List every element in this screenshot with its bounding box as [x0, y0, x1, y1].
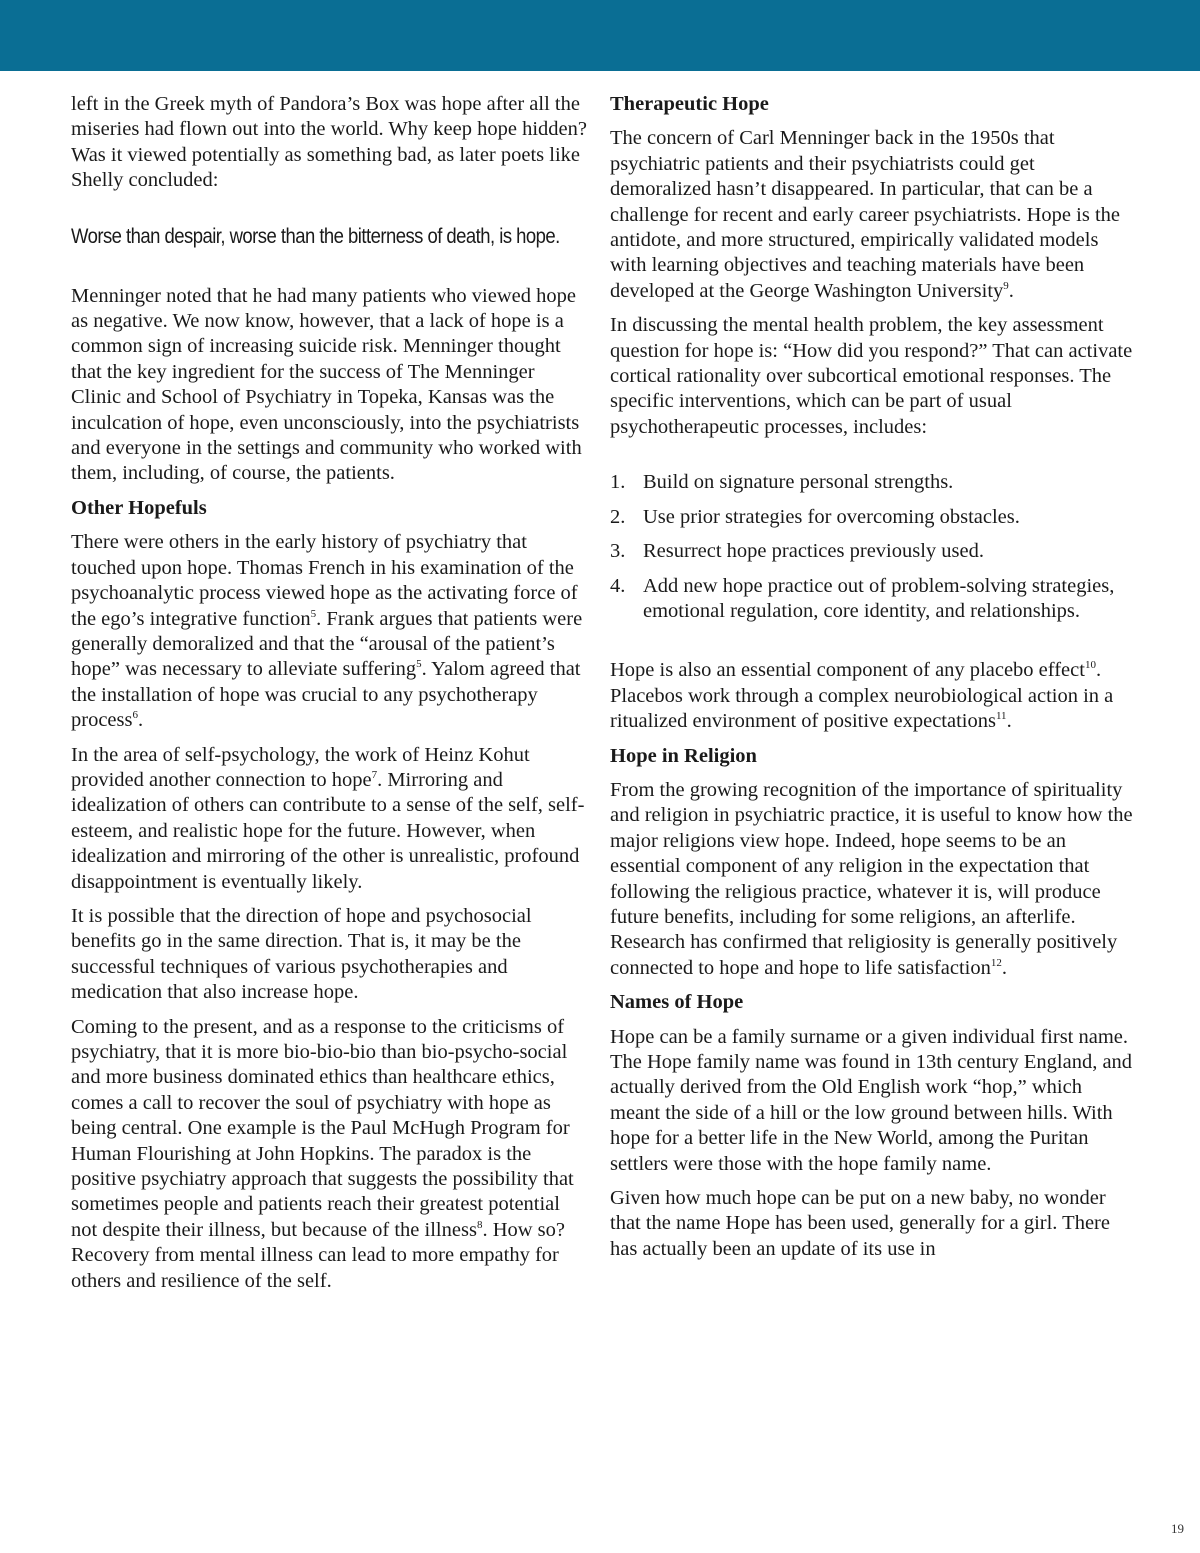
- left-column: [71, 92, 589, 1303]
- list-item: 2. Use prior strategies for overcoming obstacles.: [610, 505, 1020, 528]
- footnote-ref: 5: [310, 607, 317, 620]
- paragraph: In the area of self-psychology, the work of Heinz Kohut provided another connection to hope$^7$. Mirroring and idealization of others can contribute to a sense of the self, self-esteem, and realistic hope for the future. However, when idealization and mirroring of the other is unrealistic, profound disappointment is eventually likely.: [71, 743, 585, 893]
- footnote-ref: 5: [416, 658, 422, 671]
- paragraph: In discussing the mental health problem, the key assessment question for hope is: “How did you respond?” That can activate cortical rationality over subcortical emotional responses. The specific interventions, which can be part of usual psychotherapeutic processes, includes:: [610, 314, 1133, 438]
- footnote-ref: 11: [995, 710, 1007, 723]
- page-number: 19: [1171, 1521, 1184, 1536]
- section-heading-other-hopefuls: Other Hopefuls: [71, 496, 207, 519]
- paragraph: left in the Greek myth of Pandora’s Box was hope after all the miseries had flown out into the world. Why keep hope hidden? Was it viewed potentially as something bad, as later poets like Shelly concluded:: [71, 93, 587, 192]
- paragraph: From the growing recognition of the importance of spirituality and religion in psychiatric practice, it is useful to know how the major religions view hope. Indeed, hope seems to be an essential component of any religion in the expectation that following the religious practice, whatever it is, will produce future benefits, including for some religions, an afterlife. Research has confirmed that religiosity is generally positively connected to hope and hope to life satisfaction$^{12}$.: [610, 778, 1133, 979]
- list-item: 3. Resurrect hope practices previously used.: [610, 540, 984, 563]
- pull-quote: Worse than despair, worse than the bitterness of death, is hope.: [71, 224, 560, 248]
- footnote-ref: 7: [371, 769, 378, 782]
- paragraph: Hope can be a family surname or a given individual first name. The Hope family name was found in 13th century England, and actually derived from the Old English work “hop,” which meant the side of a hill or the low ground between hills. With hope for a better life in the New World, among the Puritan settlers were those with the hope family name.: [610, 1025, 1133, 1175]
- intervention-list: [610, 470, 1135, 624]
- paragraph: The concern of Carl Menninger back in the 1950s that psychiatric patients and their psychiatrists could get demoralized hasn’t disappeared. In particular, that can be a challenge for recent and early career psychiatrists. Hope is the antidote, and more structured, empirically validated models with learning objectives and teaching materials have been developed at the George Washington University$^9$.: [610, 127, 1120, 302]
- footnote-ref: 9: [1003, 280, 1009, 293]
- footnote-ref: 6: [132, 709, 138, 722]
- paragraph: Hope is also an essential component of any placebo effect$^{10}$. Placebos work through a complex neurobiological action in a ritualized environment of positive expectations$^{11}$.: [610, 659, 1114, 733]
- paragraph: There were others in the early history of psychiatry that touched upon hope. Thomas French in his examination of the psychoanalytic process viewed hope as the activating force of the ego’s integrative function$^5$. Frank argues that patients were generally demoralized and that the “arousal of the patient’s hope” was necessary to alleviate suffering$^5$. Yalom agreed that the installation of hope was crucial to any psychotherapy process$^6$.: [71, 531, 583, 732]
- paragraph: It is possible that the direction of hope and psychosocial benefits go in the same direction. That is, it may be the successful techniques of various psychotherapies and medication that also increase hope.: [71, 904, 532, 1004]
- list-item: 1. Build on signature personal strengths.: [610, 471, 954, 494]
- right-column: [610, 92, 1135, 1271]
- footnote-ref: 8: [476, 1219, 483, 1232]
- footnote-ref: 10: [1084, 659, 1096, 672]
- section-heading-therapeutic-hope: Therapeutic Hope: [610, 93, 769, 115]
- header-band: [0, 0, 1200, 71]
- list-item: 4. Add new hope practice out of problem-solving strategies, emotional regulation, core identity, and relationships.: [610, 574, 1115, 622]
- paragraph: Given how much hope can be put on a new baby, no wonder that the name Hope has been used, generally for a girl. There has actually been an update of its use in: [610, 1187, 1110, 1260]
- footnote-ref: 12: [990, 956, 1002, 969]
- paragraph: Coming to the present, and as a response to the criticisms of psychiatry, that it is more bio-bio-bio than bio-psycho-social and more business dominated ethics than healthcare ethics, comes a call to recover the soul of psychiatry with hope as being central. One example is the Paul McHugh Program for Human Flourishing at John Hopkins. The paradox is the positive psychiatry approach that suggests the possibility that sometimes people and patients reach their greatest potential not despite their illness, but because of the illness$^8$. How so? Recovery from mental illness can lead to more empathy for others and resilience of the self.: [71, 1015, 574, 1292]
- paragraph: Menninger noted that he had many patients who viewed hope as negative. We now know, however, that a lack of hope is a common sign of increasing suicide risk. Menninger thought that the key ingredient for the success of The Menninger Clinic and School of Psychiatry in Topeka, Kansas was the inculcation of hope, even unconsciously, into the psychiatrists and everyone in the settings and community who worked with them, including, of course, the patients.: [71, 284, 582, 485]
- section-heading-hope-in-religion: Hope in Religion: [610, 744, 757, 767]
- section-heading-names-of-hope: Names of Hope: [610, 991, 744, 1014]
